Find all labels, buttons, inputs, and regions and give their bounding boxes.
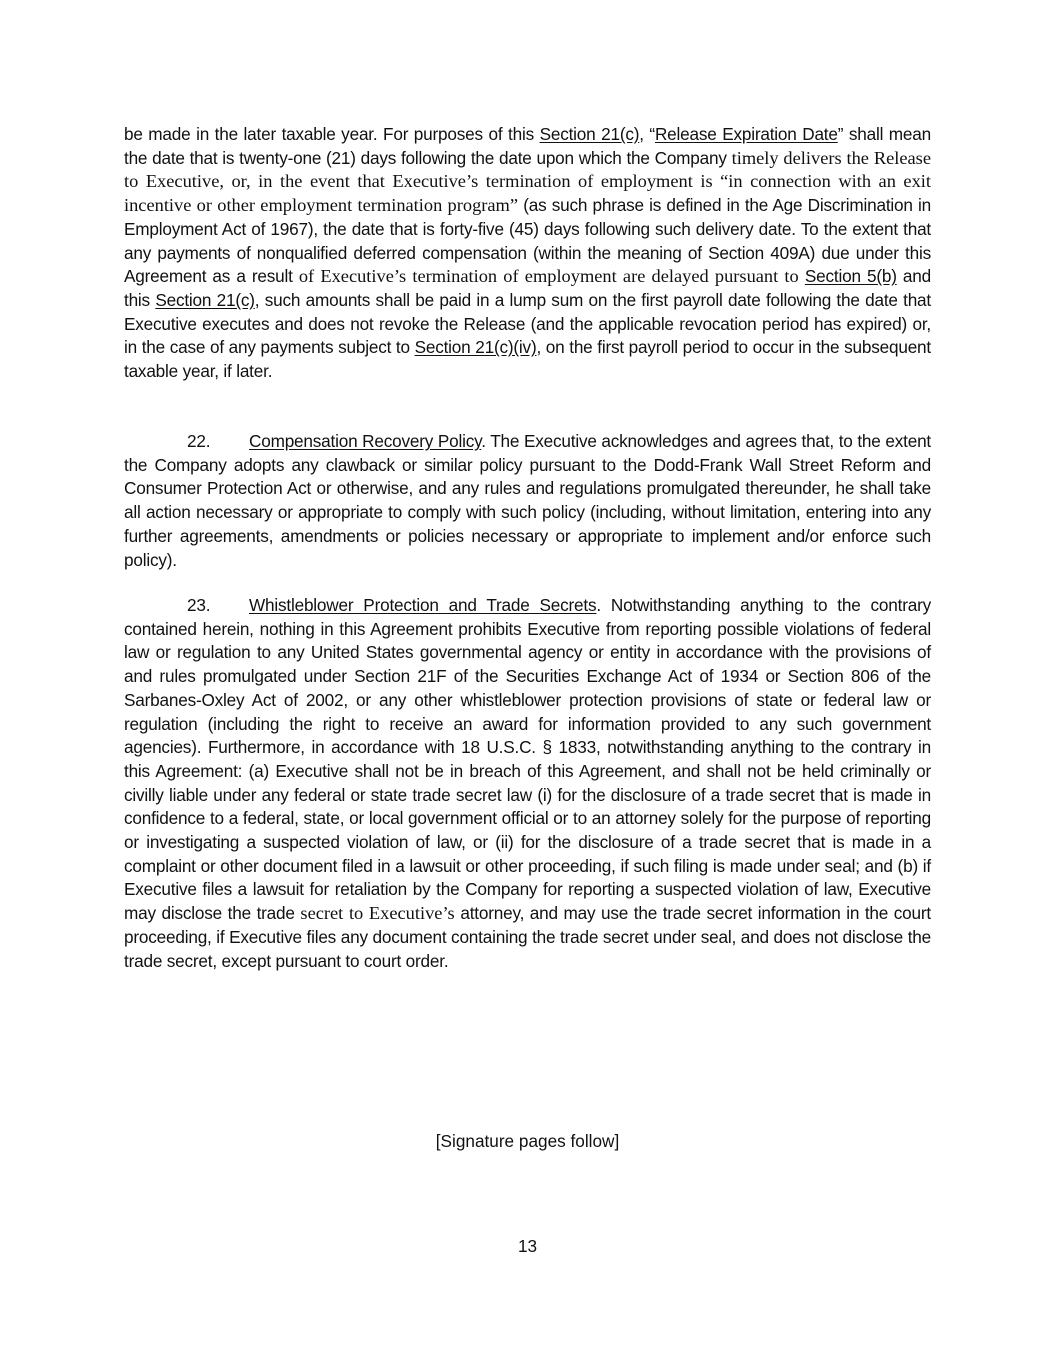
text-run: attorney, and may use the trade secret information in the court proceeding, if Executive files any document containing the trade secret under seal, and does not disclose the trade secret, except pursuant to court order. — [124, 903, 932, 971]
text-run: and this — [124, 266, 931, 310]
section-number: 22. — [187, 431, 211, 451]
section-number: 23. — [187, 595, 211, 615]
text-run: of Executive’s termination of employment are delayed pursuant to — [298, 266, 805, 287]
page-number: 13 — [517, 1236, 538, 1256]
paragraph-continuation — [124, 123, 931, 384]
section-reference: Section 21(c) — [539, 124, 640, 144]
section-reference: Section 21(c) — [155, 289, 255, 310]
text-run: . Notwithstanding anything to the contrary contained herein, nothing in this Agreement prohibits Executive from reporting possible violations of federal law or regulation to any United States governmental agency or entity in accordance with the provisions of and rules promulgated under Section 21F of the Securities Exchange Act of 1934 or Section 806 of the Sarbanes-Oxley Act of 2002, or any other whistleblower protection provisions of state or federal law or regulation (including the right to receive an award for information provided to any such government agencies). Furthermore, in accordance with 18 U.S.C. § 1833, notwithstanding anything to the contrary in this Agreement: (a) Executive shall not be in breach of this Agreement, and shall not be held criminally or civilly liable under any federal or state trade secret law (i) for the disclosure of a trade secret that is made in confidence to a federal, state, or local government official or to an attorney solely for the purpose of reporting or investigating a suspected violation of law, or (ii) for the disclosure of a trade secret that is made in a complaint or other document filed in a lawsuit or other proceeding, if such filing is made under seal; and (b) if Executive files a lawsuit for retaliation by the Company for reporting a suspected violation of law, Executive may disclose the trade — [124, 595, 932, 924]
section-reference: Section 5(b) — [804, 266, 897, 287]
text-run: ” shall mean the date that is twenty-one (21) days following the date upon which the Company — [124, 124, 931, 168]
section-heading: Whistleblower Protection and Trade Secrets — [249, 595, 597, 615]
section-23 — [124, 594, 931, 973]
text-run: , such amounts shall be paid in a lump sum on the first payroll date following the date that Executive executes and does not revoke the Release (and the applicable revocation period has expired) or, in the case of any payments subject to — [124, 289, 931, 358]
text-run: secret to Executive’s — [300, 903, 455, 924]
section-reference: Section 21(c)(iv) — [414, 337, 537, 358]
text-run: (as such phrase is defined in the Age Discrimination in Employment Act of 1967), the date that is forty-five (45) days following such delivery date. To the extent that any payments of nonqualified deferred compensation (within the meaning of Section 409A) due under this Agreement as a result — [124, 195, 931, 287]
text-run: , on the first payroll period to occur in the subsequent taxable year, if later. — [124, 337, 931, 382]
paragraph-text — [124, 123, 931, 384]
text-run: , “ — [639, 124, 655, 144]
text-run: . The Executive acknowledges and agrees that, to the extent the Company adopts any clawback or similar policy pursuant to the Dodd-Frank Wall Street Reform and Consumer Protection Act or otherwise, and any rules and regulations promulgated thereunder, he shall take all action necessary or appropriate to comply with such policy (including, without limitation, entering into any further agreements, amendments or policies necessary or appropriate to implement and/or enforce such policy). — [124, 431, 931, 570]
paragraph-text — [124, 430, 931, 572]
section-heading: Compensation Recovery Policy — [249, 431, 482, 451]
text-run: be made in the later taxable year. For purposes of this — [124, 124, 540, 144]
signature-pages-note: [Signature pages follow] — [435, 1131, 620, 1151]
text-run: timely delivers the Release to Executive, or, in the event that Executive’s termination of employment is “in connection with an exit incentive or other employment termination program” — [124, 147, 931, 216]
section-22 — [124, 430, 931, 572]
defined-term: Release Expiration Date — [654, 124, 838, 144]
paragraph-text — [124, 594, 931, 973]
